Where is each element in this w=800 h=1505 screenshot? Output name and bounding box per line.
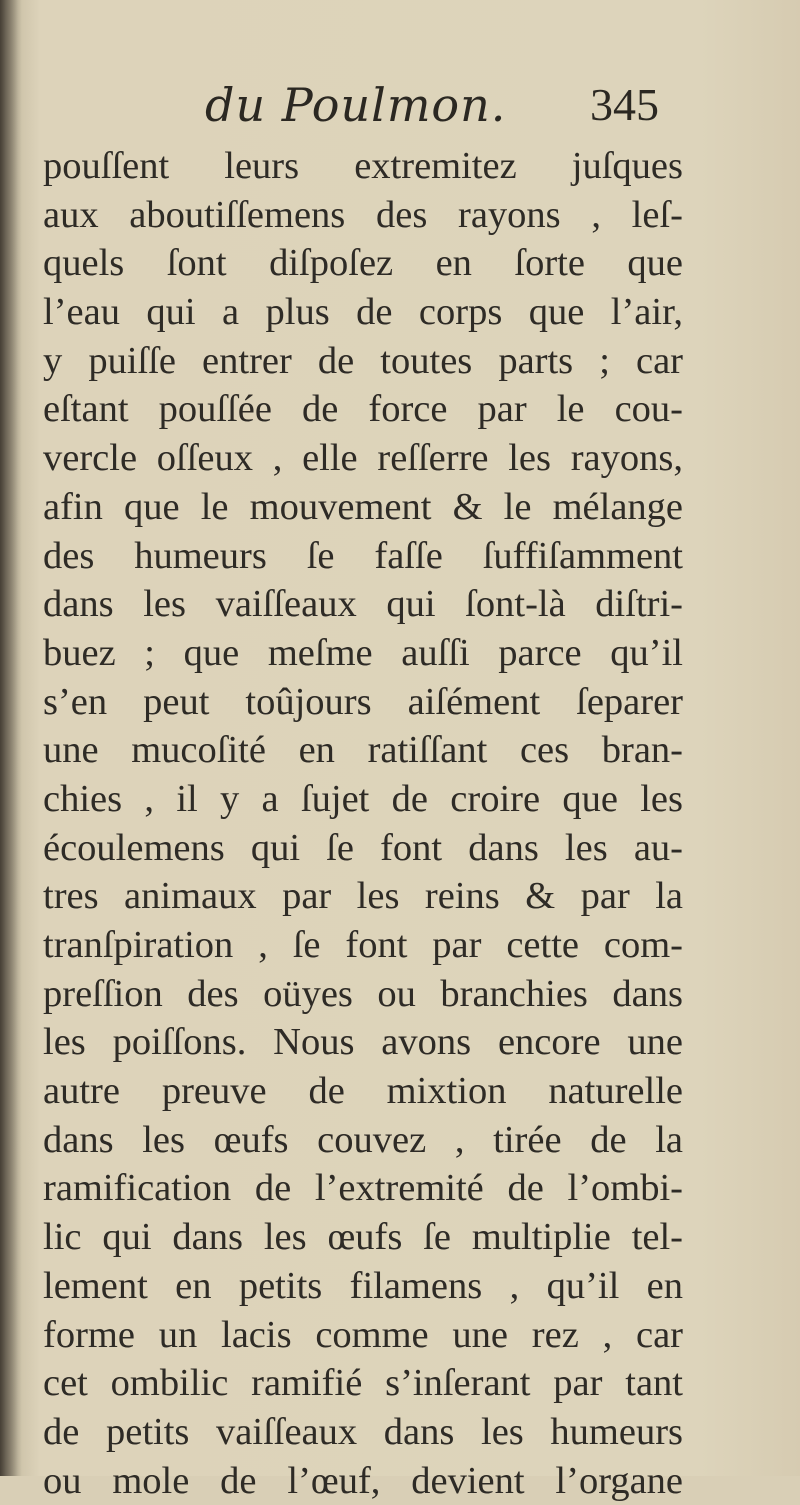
text-line: ramification de l’extremité de l’ombi- — [43, 1167, 683, 1210]
text-line: y puiſſe entrer de toutes parts ; car — [43, 339, 683, 382]
text-line: de petits vaiſſeaux dans les humeurs — [43, 1410, 683, 1453]
text-line: tranſpiration , ſe font par cette com- — [43, 924, 683, 966]
text-line: chies , il y a ſujet de croire que les — [43, 777, 683, 820]
text-line: dans les vaiſſeaux qui ſont-là diſtri- — [43, 583, 683, 626]
text-line: cet ombilic ramifié s’inſerant par tant — [43, 1362, 683, 1405]
text-line: ou mole de l’œuf, devient l’organe — [43, 1459, 683, 1502]
text-line: une mucoſité en ratiſſant ces bran- — [43, 729, 683, 772]
text-line: s’en peut toûjours aiſément ſeparer — [43, 680, 683, 723]
text-line: tres animaux par les reins & par la — [43, 875, 683, 918]
text-line: les poiſſons. Nous avons encore une — [43, 1021, 683, 1064]
page-number: 345 — [590, 79, 659, 130]
text-line: dans les œufs couvez , tirée de la — [43, 1118, 683, 1161]
body-text — [43, 142, 683, 1505]
text-line: lic qui dans les œufs ſe multiplie tel- — [43, 1216, 683, 1259]
text-line: écoulemens qui ſe font dans les au- — [43, 826, 683, 869]
text-line: afin que le mouvement & le mélange — [43, 485, 683, 528]
page-header — [0, 78, 800, 138]
text-line: lement en petits filamens , qu’il en — [43, 1264, 683, 1307]
text-line: autre preuve de mixtion naturelle — [43, 1070, 683, 1113]
text-line: pouſſent leurs extremitez juſques — [43, 145, 683, 187]
text-line: l’eau qui a plus de corps que l’air, — [43, 291, 683, 334]
text-line: eſtant pouſſée de force par le cou- — [43, 388, 683, 431]
text-line: des humeurs ſe faſſe ſuffiſamment — [43, 534, 683, 577]
spine-shadow — [0, 0, 22, 1476]
text-line: preſſion des oüyes ou branchies dans — [43, 972, 683, 1015]
text-line: quels ſont diſpoſez en ſorte que — [43, 242, 683, 285]
text-line: buez ; que meſme auſſi parce qu’il — [43, 631, 683, 674]
text-line: aux aboutiſſemens des rayons , leſ- — [43, 193, 683, 236]
running-head: du Poulmon. — [205, 78, 507, 132]
text-line: vercle oſſeux , elle reſſerre les rayons, — [43, 437, 683, 480]
text-line: forme un lacis comme une rez , car — [43, 1313, 683, 1356]
